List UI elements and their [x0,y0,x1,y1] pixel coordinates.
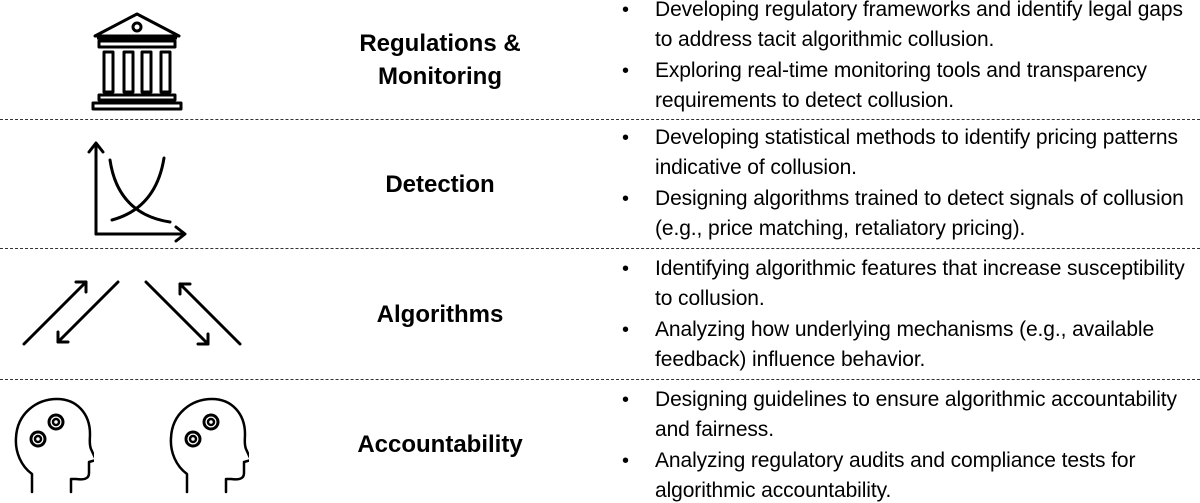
bullet-item: • Designing algorithms trained to detect signals of collusion (e.g., price matching, retaliatory pricing). [615,184,1200,244]
row-title [310,18,570,102]
bullet-item: • Exploring real-time monitoring tools and transparency requirements to detect collusion. [615,56,1200,116]
bullet-item: • Designing guidelines to ensure algorithmic accountability and fairness. [615,385,1200,445]
title-line: Accountability [357,430,523,458]
title-line: Algorithms [376,300,504,328]
row-detection [0,120,1200,249]
title-line: Detection [385,170,495,198]
icon-cell [0,0,290,120]
row-accountability [0,380,1200,503]
row-title [310,424,570,464]
row-title [310,294,570,334]
bullet-list [615,254,1200,375]
bullet-item: • Analyzing how underlying mechanisms (e.g., available feedback) influence behavior. [615,315,1200,375]
bullet-item: • Developing statistical methods to identify pricing patterns indicative of collusion. [615,123,1200,183]
bullet-item: • Analyzing regulatory audits and compliance tests for algorithmic accountability. [615,446,1200,503]
row-title [310,164,570,204]
bullet-list [615,385,1200,503]
bullet-list [615,123,1200,244]
row-algorithms [0,249,1200,379]
bank-building-icon [87,12,187,112]
bullet-item: • Identifying algorithmic features that increase susceptibility to collusion. [615,254,1200,314]
title-line: Monitoring [378,63,502,90]
bullet-item: • Developing regulatory frameworks and identify legal gaps to address tacit algorithmic collusion. [615,0,1200,55]
bullet-list [615,0,1200,116]
head-with-gears-icon [167,394,249,496]
icon-cell [0,120,290,249]
supply-demand-curves-icon [82,138,192,243]
title-line: Regulations & [359,30,521,57]
row-regulations-monitoring [0,0,1200,120]
head-with-gears-icon [12,394,94,496]
icon-cell [0,380,290,503]
bidirectional-arrows-icon [20,277,250,349]
icon-cell [0,249,290,379]
